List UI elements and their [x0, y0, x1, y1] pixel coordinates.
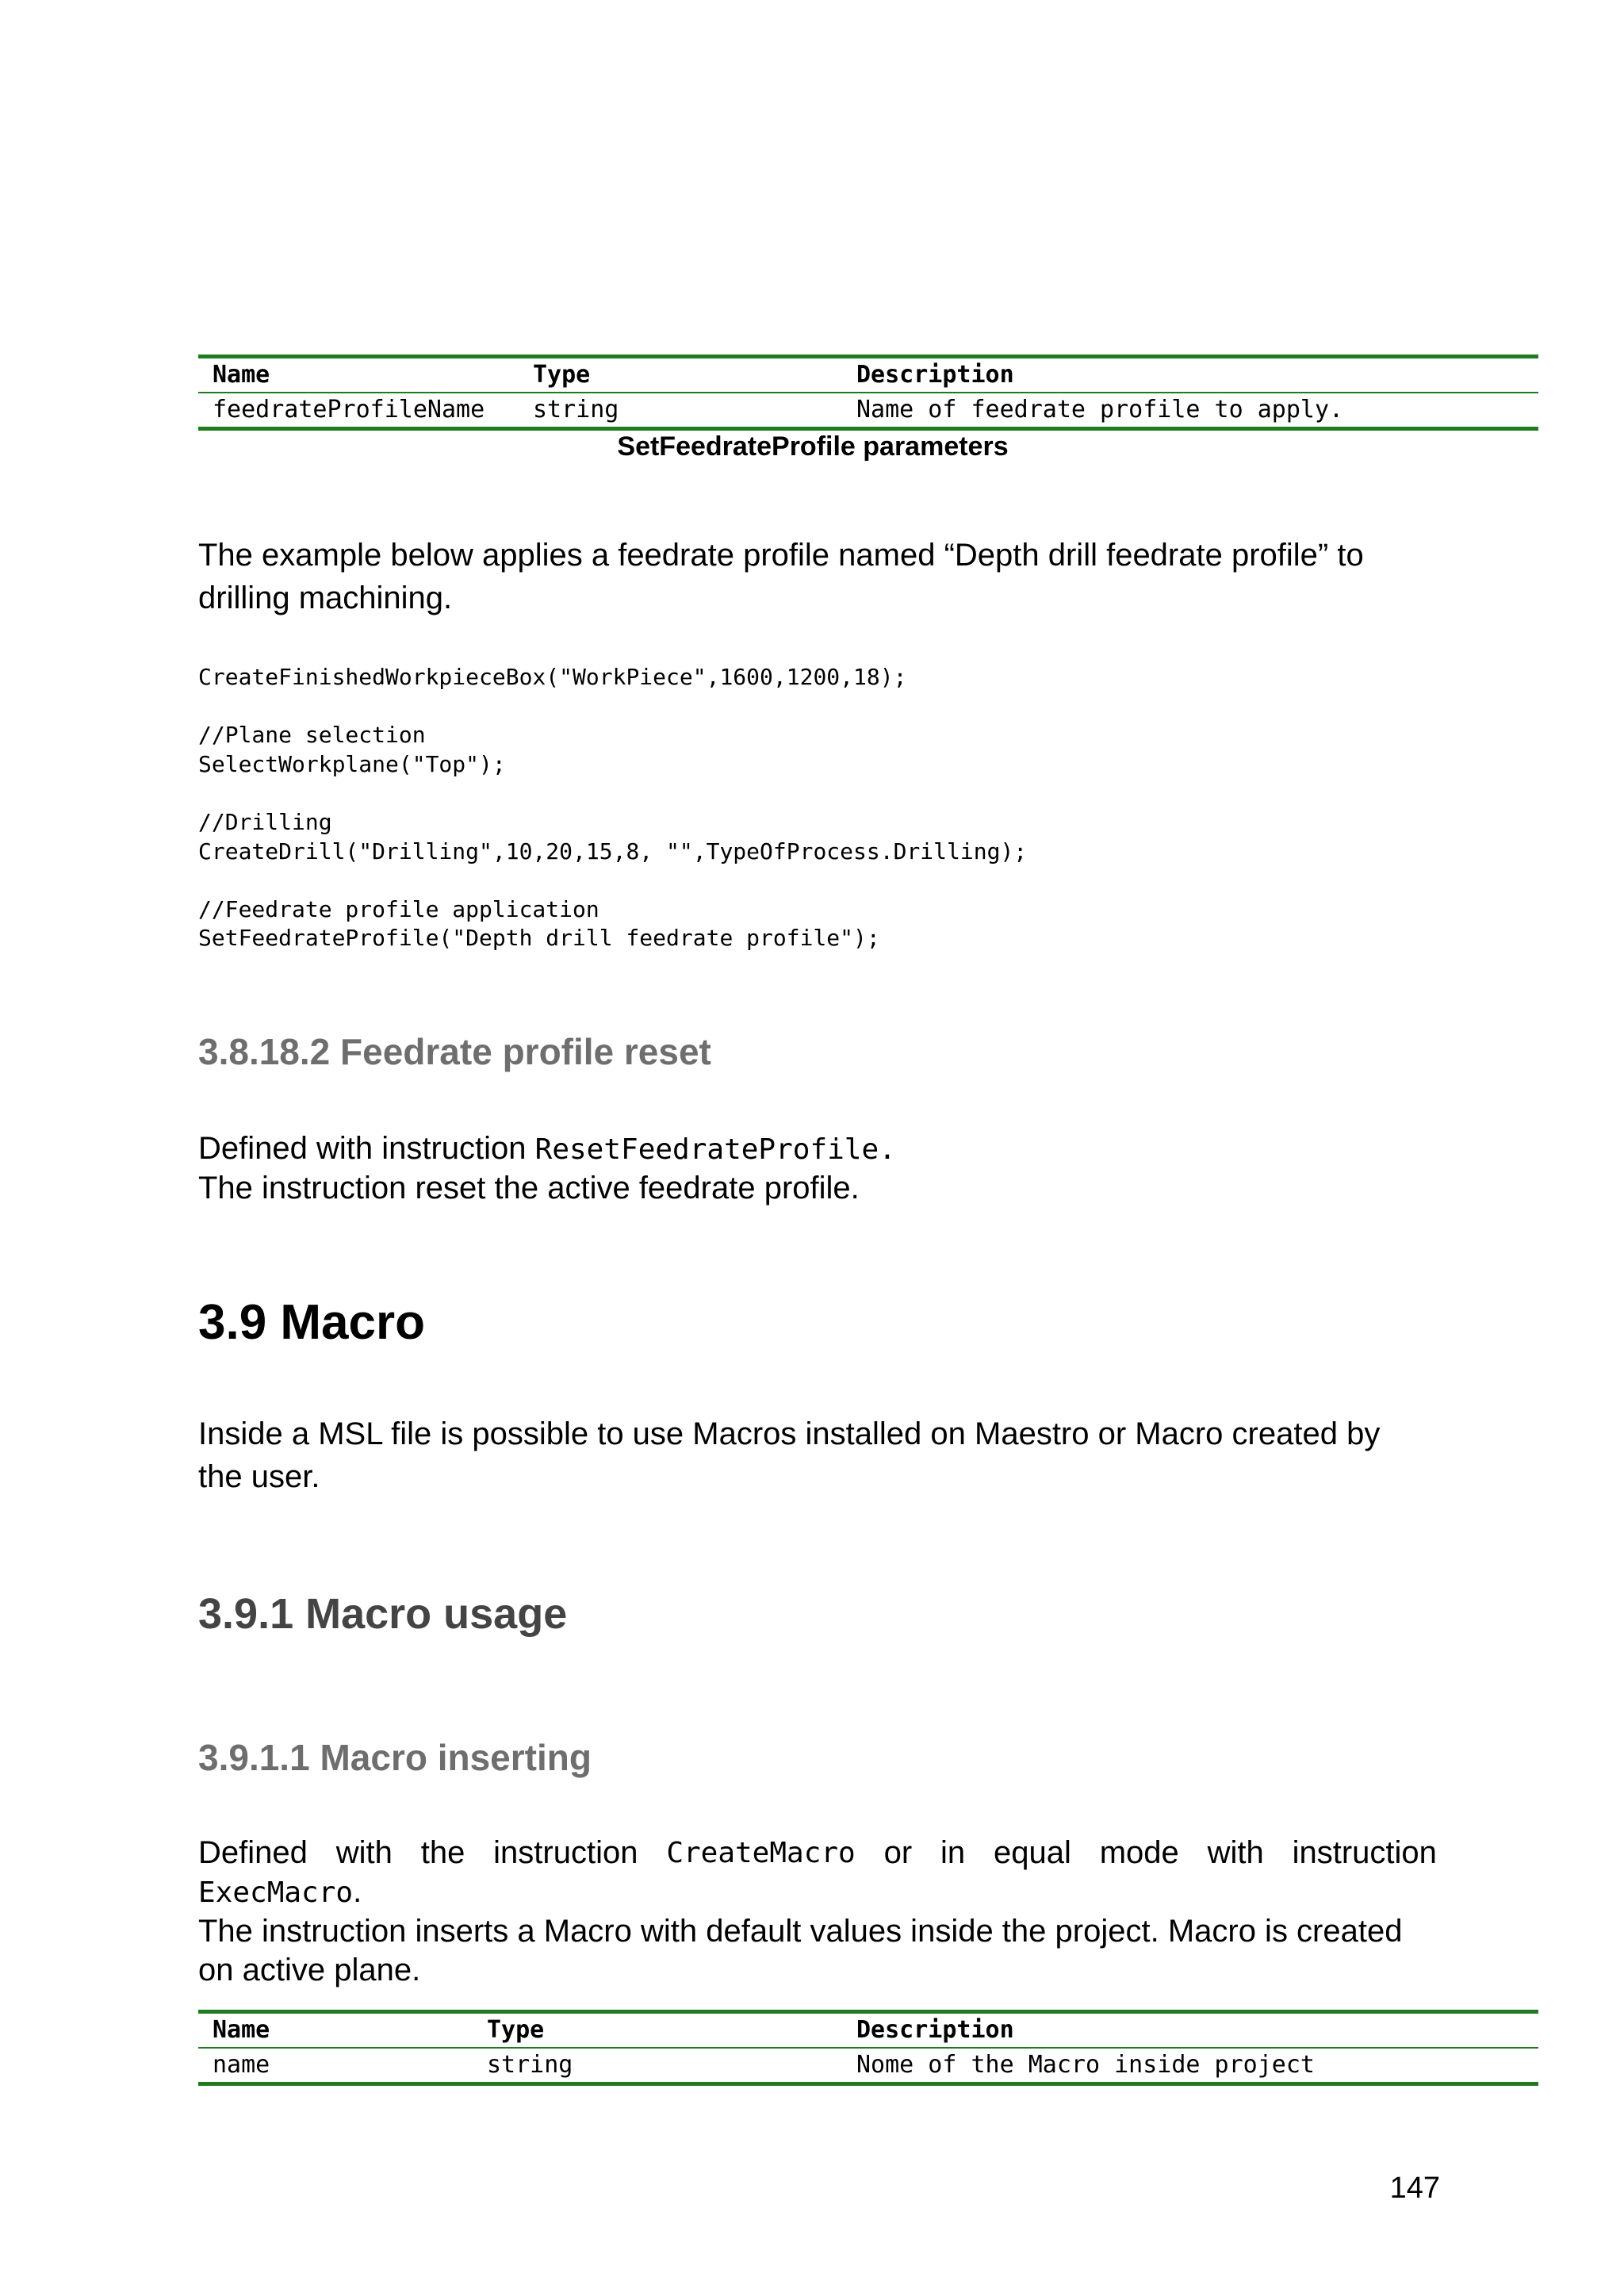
code-line: [198, 866, 1027, 895]
create-macro-code: CreateMacro: [666, 1837, 856, 1869]
param-description: Nome of the Macro inside project: [856, 2051, 1315, 2079]
parameters-table-createmacro: [198, 2010, 1538, 2086]
text-word: mode: [1099, 1835, 1179, 1870]
param-name: feedrateProfileName: [213, 396, 485, 424]
column-header-description: Description: [856, 2016, 1014, 2044]
exec-macro-code: ExecMacro: [198, 1876, 354, 1909]
column-header-type: Type: [487, 2016, 545, 2044]
text-word: equal: [993, 1835, 1071, 1870]
code-line: //Drilling: [198, 808, 332, 835]
parameters-table-setfeedrateprofile: [198, 355, 1538, 431]
code-line: CreateFinishedWorkpieceBox("WorkPiece",1600,1200,18);: [198, 664, 907, 690]
example-text-line-1: The example below applies a feedrate profile named “Depth drill feedrate profile” to: [198, 538, 1364, 573]
reset-text-line-2: The instruction reset the active feedrate profile.: [198, 1171, 860, 1205]
text-word: Defined: [198, 1835, 308, 1870]
heading-3-9: 3.9 Macro: [198, 1295, 426, 1350]
text-word: in: [940, 1835, 966, 1870]
table-header-row: [198, 2014, 1538, 2049]
code-line: [198, 692, 1027, 722]
table-header-row: [198, 358, 1538, 393]
macro-intro-line-2: the user.: [198, 1459, 320, 1494]
code-line: [198, 779, 1027, 808]
param-type: string: [487, 2051, 573, 2079]
param-description: Name of feedrate profile to apply.: [856, 396, 1344, 424]
code-line: SelectWorkplane("Top");: [198, 750, 506, 777]
macro-inserting-paragraph: [198, 1834, 1437, 1990]
heading-3-9-1: 3.9.1 Macro usage: [198, 1590, 568, 1638]
text-word: instruction: [493, 1835, 638, 1870]
table-row: [198, 393, 1538, 427]
text-word: or: [883, 1835, 913, 1870]
column-header-name: Name: [213, 361, 270, 389]
table-row: [198, 2049, 1538, 2082]
exec-macro-suffix: .: [353, 1874, 362, 1909]
heading-3-9-1-1: 3.9.1.1 Macro inserting: [198, 1737, 592, 1778]
reset-text-prefix: Defined with instruction: [198, 1131, 535, 1166]
page-number: 147: [1389, 2171, 1440, 2205]
exec-macro-line: [198, 1872, 1437, 1912]
example-text-line-2: drilling machining.: [198, 581, 453, 615]
macro-intro-line-1: Inside a MSL file is possible to use Macros installed on Maestro or Macro created by: [198, 1416, 1381, 1451]
code-example: [198, 663, 1027, 953]
text-word: the: [420, 1835, 465, 1870]
param-name: name: [213, 2051, 270, 2079]
text-word: with: [1207, 1835, 1264, 1870]
code-line: CreateDrill("Drilling",10,20,15,8, "",TypeOfProcess.Drilling);: [198, 838, 1028, 864]
column-header-name: Name: [213, 2016, 270, 2044]
column-header-type: Type: [533, 361, 591, 389]
param-type: string: [533, 396, 619, 424]
reset-instruction-code: ResetFeedrateProfile.: [534, 1133, 896, 1166]
justified-line: [198, 1834, 1437, 1872]
macro-inserting-line-3: The instruction inserts a Macro with default values inside the project. Macro is created: [198, 1914, 1403, 1949]
reset-paragraph: [198, 1129, 896, 1208]
macro-intro-paragraph: [198, 1412, 1380, 1498]
macro-inserting-line-4: on active plane.: [198, 1953, 421, 1987]
column-header-description: Description: [856, 361, 1014, 389]
table-caption: SetFeedrateProfile parameters: [617, 431, 1009, 462]
code-line: //Feedrate profile application: [198, 895, 599, 922]
example-paragraph: [198, 534, 1364, 619]
code-line: //Plane selection: [198, 722, 426, 749]
text-word: with: [335, 1835, 393, 1870]
heading-3-8-18-2: 3.8.18.2 Feedrate profile reset: [198, 1031, 711, 1072]
code-line: SetFeedrateProfile("Depth drill feedrate profile");: [198, 925, 880, 952]
text-word: instruction: [1292, 1835, 1437, 1870]
